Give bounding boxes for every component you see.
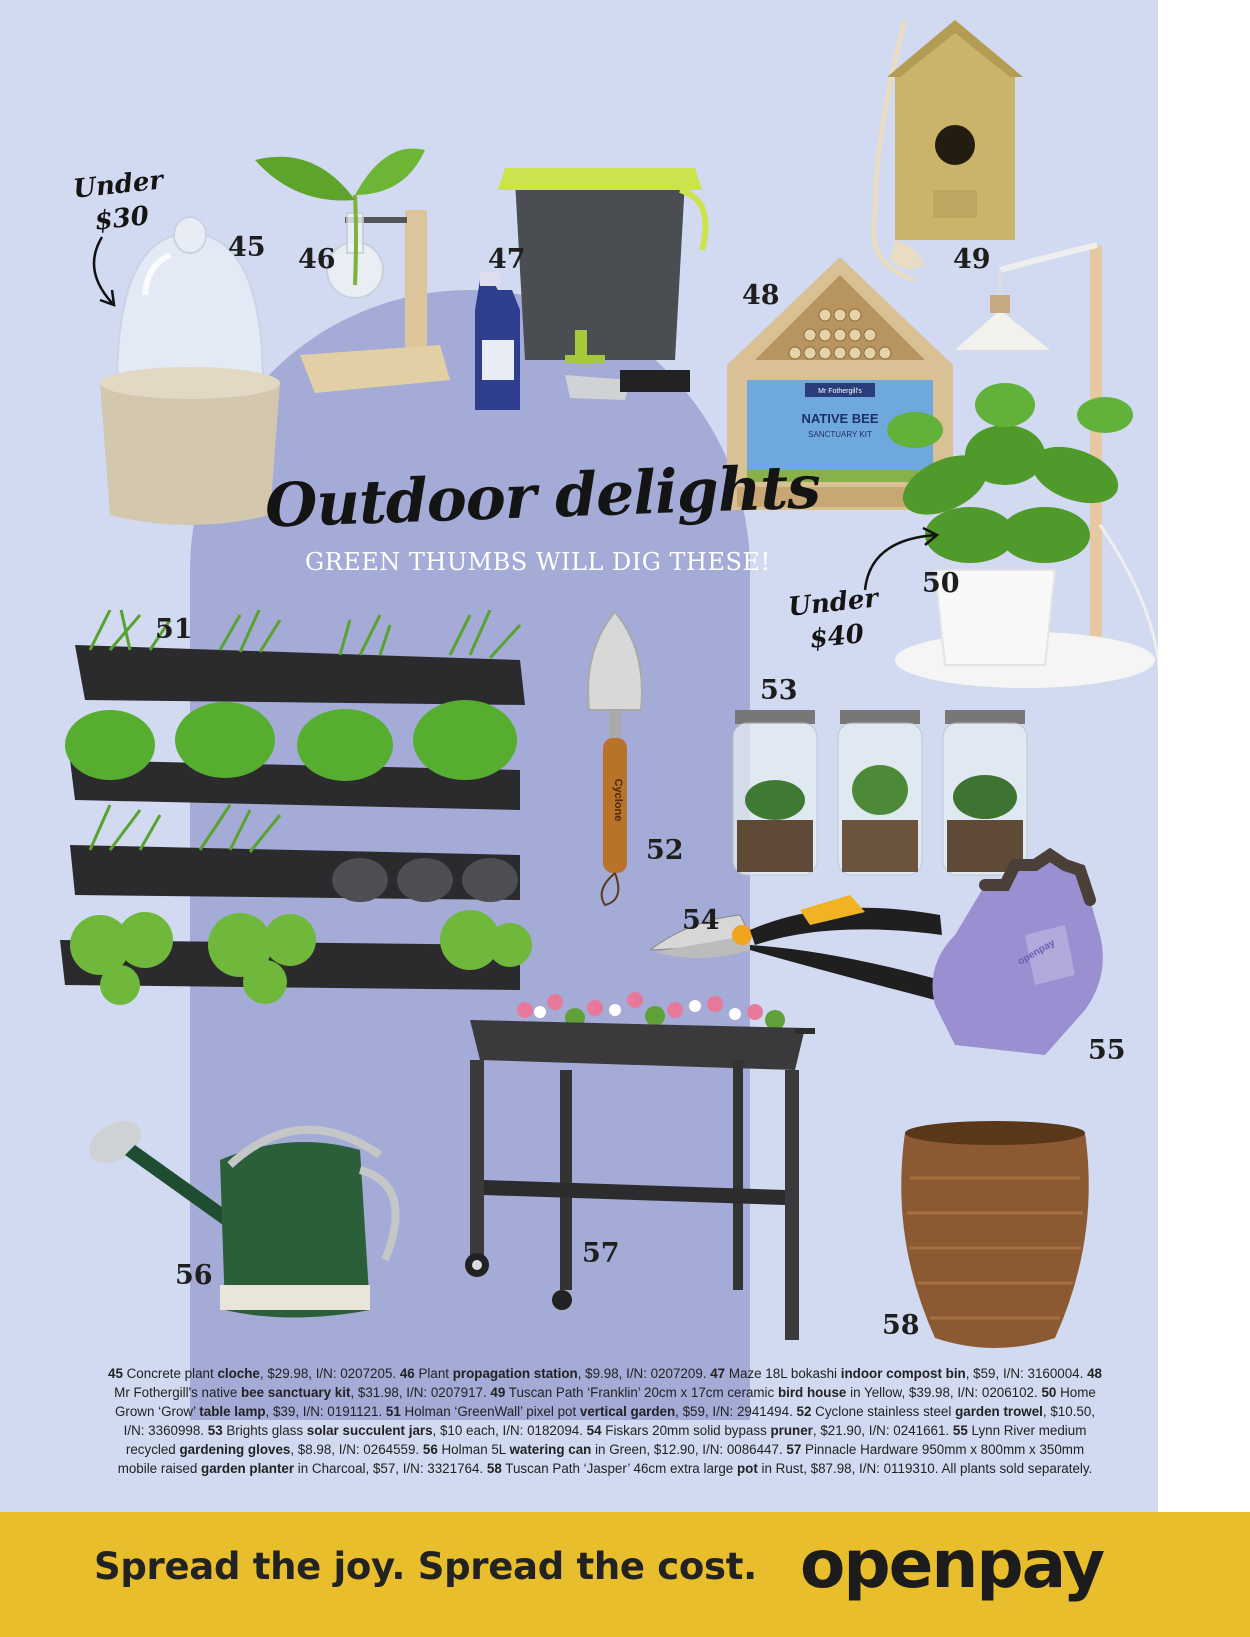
under-30-badge: Under $30: [71, 165, 165, 237]
item-number-56: 56: [175, 1260, 213, 1291]
item-number-47: 47: [488, 244, 526, 275]
garden-trowel-image[interactable]: [575, 610, 655, 910]
compost-bin-image[interactable]: [470, 160, 720, 440]
page-subtitle: GREEN THUMBS WILL DIG THESE!: [305, 548, 771, 576]
caption-53: 53 Brights glass solar succulent jars, $10 each, I/N: 0182094.: [207, 1423, 587, 1438]
caption-58: 58 Tuscan Path ‘Jasper’ 46cm extra large pot in Rust, $87.98, I/N: 0119310.: [486, 1461, 942, 1476]
garden-planter-image[interactable]: [465, 990, 860, 1350]
caption-55: 55 Lynn River medium recycled gardening gloves, $8.98, I/N: 0264559.: [125, 1423, 1087, 1457]
item-number-48: 48: [742, 280, 780, 311]
caption-note: All plants sold separately.: [941, 1461, 1093, 1476]
caption-50: 50 Home Grown ‘Grow’ table lamp, $39, I/N: 0191121.: [114, 1385, 1096, 1419]
item-number-46: 46: [298, 244, 336, 275]
bee-kit-sub-label: SANCTUARY KIT: [808, 430, 872, 439]
watering-can-image[interactable]: [80, 1110, 415, 1325]
caption-45: 45 Concrete plant cloche, $29.98, I/N: 0207205.: [108, 1366, 400, 1381]
product-captions: [105, 1364, 1105, 1478]
item-number-55: 55: [1088, 1035, 1126, 1066]
caption-57: 57 Pinnacle Hardware 950mm x 800mm x 350mm mobile raised garden planter in Charcoal, $57, I/N: 3321764.: [117, 1442, 1085, 1476]
item-number-45: 45: [228, 232, 266, 263]
item-number-53: 53: [760, 675, 798, 706]
item-number-57: 57: [582, 1238, 620, 1269]
page-margin: [1158, 0, 1250, 1512]
caption-46: 46 Plant propagation station, $9.98, I/N: 0207209.: [399, 1366, 711, 1381]
caption-52: 52 Cyclone stainless steel garden trowel, $10.50, I/N: 3360998.: [123, 1404, 1096, 1438]
item-number-49: 49: [953, 244, 991, 275]
gardening-gloves-image[interactable]: [925, 845, 1135, 1065]
rust-pot-image[interactable]: [895, 1118, 1095, 1353]
caption-51: 51 Holman ‘GreenWall’ pixel pot vertical garden, $59, I/N: 2941494.: [385, 1404, 797, 1419]
trowel-brand-label: Cyclone: [612, 778, 624, 822]
item-number-50: 50: [922, 568, 960, 599]
caption-54: 54 Fiskars 20mm solid bypass pruner, $21.90, I/N: 0241661.: [586, 1423, 953, 1438]
propagation-station-image[interactable]: [245, 135, 455, 405]
item-number-54: 54: [682, 905, 720, 936]
under-40-badge: Under $40: [786, 583, 880, 655]
caption-56: 56 Holman 5L watering can in Green, $12.90, I/N: 0086447.: [422, 1442, 787, 1457]
arrow-icon-left: [82, 235, 132, 310]
vertical-garden-image[interactable]: [50, 610, 550, 1040]
openpay-logo[interactable]: openpay: [800, 1526, 1104, 1603]
footer-tagline: Spread the joy. Spread the cost.: [94, 1545, 757, 1588]
item-number-58: 58: [882, 1310, 920, 1341]
bee-kit-brand-label: Mr Fothergill's: [818, 388, 862, 395]
caption-48: 48 Mr Fothergill's native bee sanctuary kit, $31.98, I/N: 0207917.: [114, 1366, 1102, 1400]
page-title: Outdoor delights: [263, 452, 821, 542]
item-number-51: 51: [155, 614, 193, 645]
bee-kit-title-label: NATIVE BEE: [801, 411, 879, 426]
caption-49: 49 Tuscan Path ‘Franklin’ 20cm x 17cm ceramic bird house in Yellow, $39.98, I/N: 0206102.: [490, 1385, 1042, 1400]
glove-logo-label: openpay: [1016, 937, 1058, 968]
table-lamp-image[interactable]: [875, 225, 1158, 705]
item-number-52: 52: [646, 835, 684, 866]
caption-47: 47 Maze 18L bokashi indoor compost bin, $59, I/N: 3160004.: [710, 1366, 1088, 1381]
